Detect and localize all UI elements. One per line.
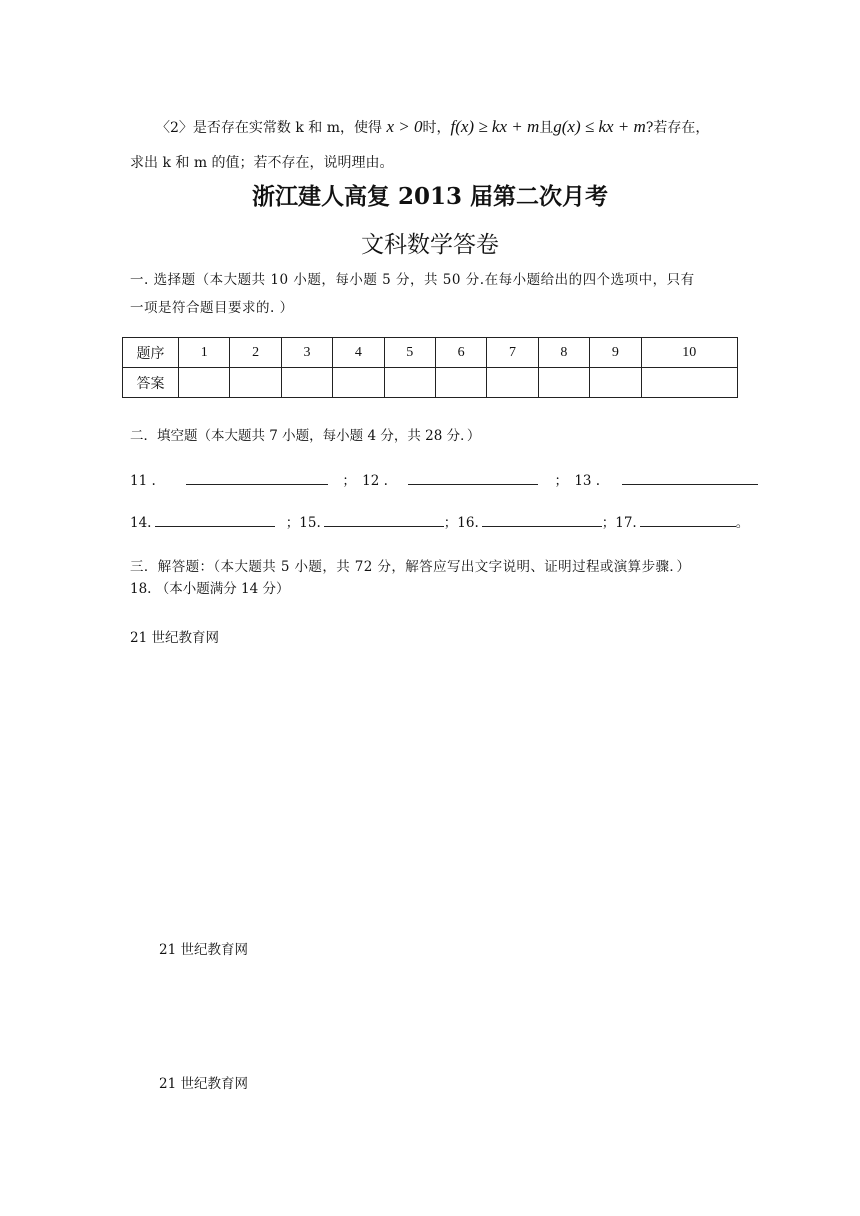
- condition-math: x > 0: [386, 117, 423, 136]
- question-number-cell: 4: [333, 338, 384, 368]
- question-2-shi: 时，: [422, 120, 451, 136]
- q12-label: 12 .: [362, 473, 388, 489]
- question-2-prefix: 〈2〉是否存在实常数 k 和 m，使得: [156, 120, 387, 136]
- question-number-cell: 8: [538, 338, 589, 368]
- exam-subtitle: 文科数学答卷: [361, 232, 499, 258]
- watermark-text: 21 世纪教育网: [159, 1076, 248, 1092]
- question-number-cell: 7: [487, 338, 538, 368]
- answer-table-number-row: [123, 338, 738, 368]
- q13-blank[interactable]: [622, 470, 758, 485]
- question-number-cell: 1: [179, 338, 230, 368]
- section-3-header: 三．解答题：（本大题共 5 小题，共 72 分，解答应写出文字说明、证明过程或演算步骤．）: [130, 559, 691, 575]
- section-1-instructions-line-1: 一. 选择题（本大题共 10 小题，每小题 5 分，共 50 分.在每小题给出的四个选项中，只有: [130, 272, 695, 288]
- question-2-suffix: ?若存在，: [645, 120, 710, 136]
- answer-cell[interactable]: [641, 368, 737, 398]
- separator: ；: [342, 473, 356, 489]
- answer-cell[interactable]: [333, 368, 384, 398]
- fill-blank-line-2: [130, 511, 749, 531]
- answer-cell[interactable]: [435, 368, 486, 398]
- question-2-line-2: 求出 k 和 m 的值；若不存在，说明理由。: [130, 155, 394, 171]
- q17-label: ；17.: [601, 515, 637, 531]
- answer-cell[interactable]: [487, 368, 538, 398]
- answer-cell[interactable]: [538, 368, 589, 398]
- q15-label: ；15.: [285, 515, 321, 531]
- question-2-line-1: [156, 117, 709, 137]
- answer-cell[interactable]: [230, 368, 281, 398]
- fill-blank-line-1: [130, 469, 758, 489]
- question-number-cell: 6: [435, 338, 486, 368]
- watermark-text: 21 世纪教育网: [159, 942, 248, 958]
- question-number-cell: 2: [230, 338, 281, 368]
- row-label-answer: 答案: [123, 368, 179, 398]
- q16-blank[interactable]: [482, 512, 602, 527]
- answer-cell[interactable]: [590, 368, 641, 398]
- section-2-header: 二．填空题（本大题共 7 小题，每小题 4 分，共 28 分．）: [130, 428, 481, 444]
- question-18-header: 18. （本小题满分 14 分）: [130, 581, 290, 597]
- separator: ；: [554, 473, 569, 489]
- question-number-cell: 3: [281, 338, 332, 368]
- q13-label: 13 .: [574, 473, 601, 489]
- question-2-and: 且: [539, 120, 554, 136]
- exam-title: 浙江建人高复 2013 届第二次月考: [251, 183, 609, 210]
- q11-label: 11 .: [130, 473, 156, 489]
- answer-cell[interactable]: [281, 368, 332, 398]
- inequality-f-math: f(x) ≥ kx + m: [450, 117, 540, 136]
- section-1-instructions-line-2: 一项是符合题目要求的. ）: [130, 300, 294, 316]
- q16-label: ；16.: [443, 515, 479, 531]
- question-number-cell: 5: [384, 338, 435, 368]
- q12-blank[interactable]: [408, 470, 538, 485]
- q11-blank[interactable]: [186, 470, 328, 485]
- answer-cell[interactable]: [384, 368, 435, 398]
- q14-label: 14.: [130, 515, 152, 531]
- row-label-number: 题序: [123, 338, 179, 368]
- answer-table: [122, 337, 738, 398]
- q15-blank[interactable]: [324, 512, 444, 527]
- inequality-g-math: g(x) ≤ kx + m: [553, 117, 646, 136]
- question-number-cell: 9: [590, 338, 641, 368]
- question-number-cell: 10: [641, 338, 737, 368]
- end-mark: 。: [735, 515, 750, 531]
- q14-blank[interactable]: [155, 512, 275, 527]
- answer-cell[interactable]: [179, 368, 230, 398]
- answer-table-answer-row: [123, 368, 738, 398]
- q17-blank[interactable]: [640, 512, 736, 527]
- watermark-text: 21 世纪教育网: [130, 630, 219, 646]
